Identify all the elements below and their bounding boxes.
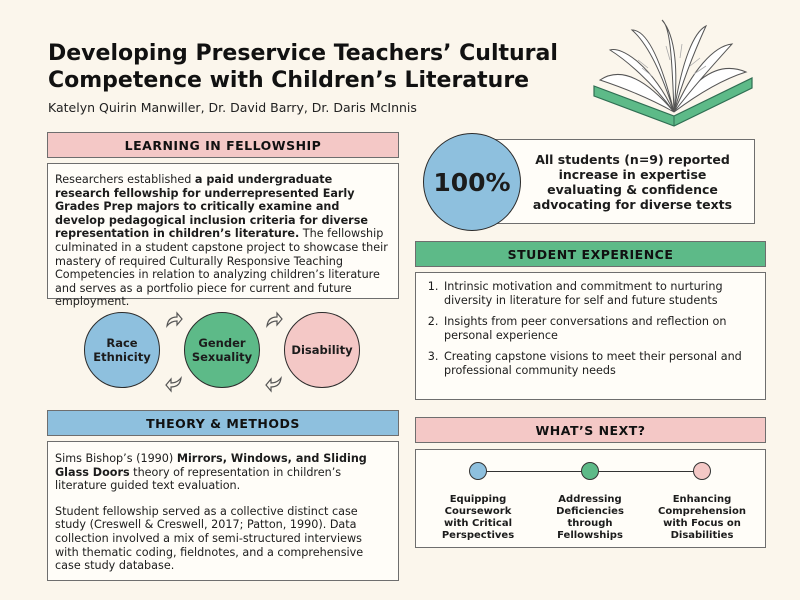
curved-arrow-icon xyxy=(164,310,184,330)
circle-line: Race xyxy=(106,336,138,350)
open-book-icon xyxy=(582,16,758,128)
next-item-line: Deficiencies xyxy=(556,506,624,517)
next-item-line: Addressing xyxy=(558,494,622,505)
learning-text xyxy=(55,173,388,309)
next-item-line: Comprehension xyxy=(658,506,746,517)
circle-line: Disability xyxy=(291,343,353,357)
stat-line: increase in expertise xyxy=(558,166,707,182)
next-item-line: Fellowships xyxy=(557,530,623,541)
timeline-dot xyxy=(581,462,599,480)
title-line-2: Competence with Children’s Literature xyxy=(48,68,530,93)
experience-heading xyxy=(415,241,766,267)
circle-line: Gender xyxy=(198,336,246,350)
experience-box xyxy=(415,272,766,400)
experience-list xyxy=(420,280,753,378)
experience-heading-text: STUDENT EXPERIENCE xyxy=(507,246,674,262)
next-item-line: Enhancing xyxy=(672,494,732,505)
curved-arrow-icon xyxy=(264,310,284,330)
next-item-3 xyxy=(646,494,758,542)
theory-p1-pre: Sims Bishop’s (1990) xyxy=(55,452,177,465)
theory-p1-post: theory of representation in children’s literature guided text evaluation. xyxy=(55,465,342,493)
next-heading-text: WHAT’S NEXT? xyxy=(535,422,646,438)
learning-box xyxy=(47,163,399,309)
learning-heading-text: LEARNING IN FELLOWSHIP xyxy=(124,137,322,153)
next-item-line: Disabilities xyxy=(670,530,734,541)
circle-gender-sexuality xyxy=(184,312,260,388)
learning-bold: a paid undergraduate research fellowship for underrepresented Early Grades Prep majors to critically examine and develop pedagogical inclusion criteria for diverse representation in children’s literature. xyxy=(55,173,368,241)
stat-box xyxy=(488,139,755,224)
experience-item: 1. Intrinsic motivation and commitment to nurturing diversity in literature for self and future students xyxy=(442,280,753,307)
theory-p1-bold: Mirrors, Windows, and Sliding Glass Doors xyxy=(55,452,367,479)
circle-race-ethnicity xyxy=(84,312,160,388)
timeline-dot xyxy=(469,462,487,480)
theory-heading xyxy=(47,410,399,436)
authors: Katelyn Quirin Manwiller, Dr. David Barry, Dr. Daris McInnis xyxy=(48,100,417,115)
next-item-line: with Focus on xyxy=(663,518,741,529)
circle-disability xyxy=(284,312,360,388)
next-item-1 xyxy=(422,494,534,542)
experience-item: 3. Creating capstone visions to meet their personal and professional community needs xyxy=(442,350,753,377)
timeline-dot xyxy=(693,462,711,480)
next-item-line: Equipping xyxy=(449,494,507,505)
stat-line: evaluating & confidence xyxy=(547,181,718,197)
title-line-1: Developing Preservice Teachers’ Cultural xyxy=(48,41,558,66)
next-heading xyxy=(415,417,766,443)
learning-intro: Researchers established xyxy=(55,173,195,186)
next-item-line: Perspectives xyxy=(441,530,515,541)
stat-circle xyxy=(423,133,521,231)
stat-line: All students (n=9) reported xyxy=(535,151,730,167)
circle-line: Ethnicity xyxy=(93,350,151,364)
circle-line: Sexuality xyxy=(191,350,253,364)
next-item-line: through xyxy=(567,518,613,529)
theory-heading-text: THEORY & METHODS xyxy=(146,415,300,431)
learning-rest: The fellowship culminated in a student capstone project to showcase their mastery of required Culturally Responsive Teaching Competencies in relation to analyzing children’s literature and serves as a portfolio piece for current and future employment. xyxy=(55,227,388,309)
theory-paragraph-1 xyxy=(55,452,388,493)
next-item-2 xyxy=(534,494,646,542)
next-item-line: with Critical xyxy=(443,518,513,529)
stat-line: advocating for diverse texts xyxy=(532,196,733,212)
experience-item: 2. Insights from peer conversations and reflection on personal experience xyxy=(442,315,753,342)
theory-box xyxy=(47,441,399,581)
curved-arrow-icon xyxy=(164,374,184,394)
next-item-line: Coursework xyxy=(444,506,512,517)
page-title xyxy=(48,40,588,94)
theory-paragraph-2: Student fellowship served as a collective distinct case study (Creswell & Creswell, 2017; Patton, 1990). Data collection involved a mix of semi-structured interviews with thematic coding, fieldnotes, and a comprehensive case study database. xyxy=(55,504,364,573)
stat-value: 100% xyxy=(433,167,511,197)
learning-heading xyxy=(47,132,399,158)
curved-arrow-icon xyxy=(264,374,284,394)
